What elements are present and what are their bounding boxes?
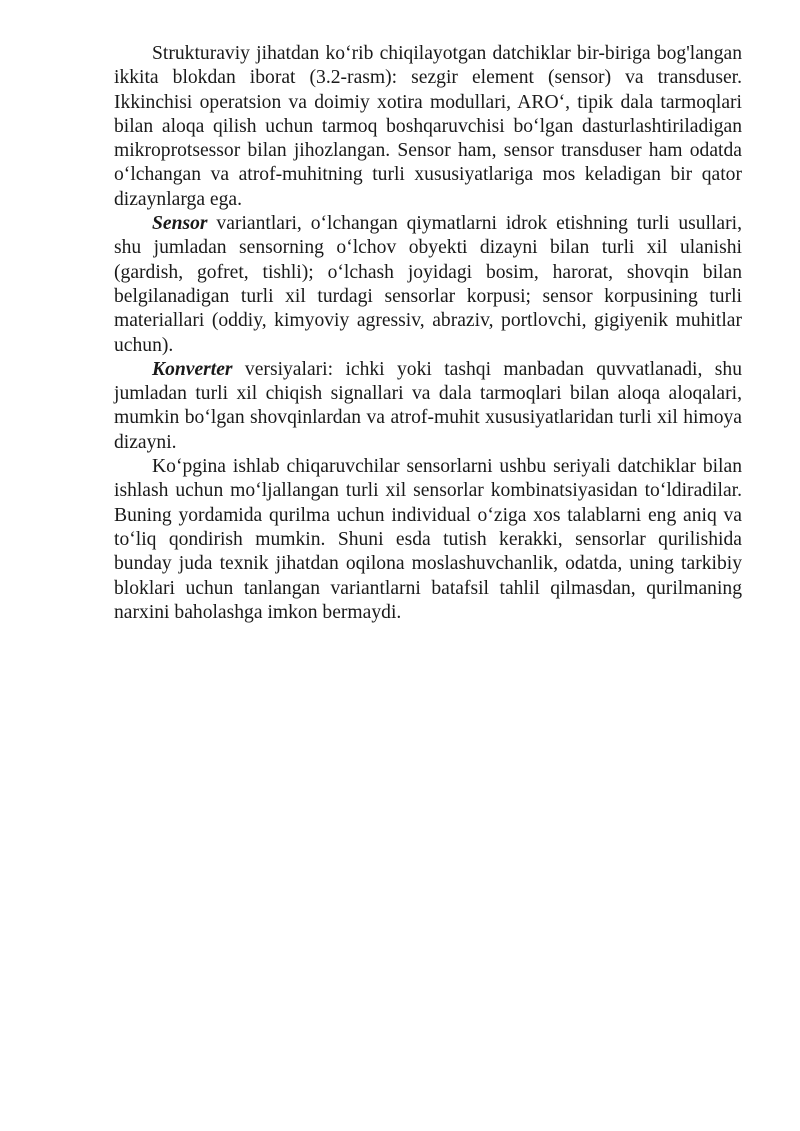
paragraph-converter bbox=[114, 358, 742, 455]
paragraph-manufacturers bbox=[114, 455, 742, 625]
paragraph-text: variantlari, o‘lchangan qiymatlarni idrok etishning turli usullari, shu jumladan sensorning o‘lchov obyekti dizayni bilan turli xil ulanishi (gardish, gofret, tishli); o‘lchash joyidagi bosim, harorat, shovqin bilan belgilanadigan turli xil turdagi sensorlar korpusi; sensor korpusining turli materiallari (oddiy, kimyoviy agressiv, abraziv, portlovchi, gigiyenik muhitlar uchun). bbox=[114, 213, 742, 356]
paragraph-text: versiyalari: ichki yoki tashqi manbadan quvvatlanadi, shu jumladan turli xil chiqish signallari va dala tarmoqlari bilan aloqa aloqalari, mumkin bo‘lgan shovqinlardan va atrof-muhit xususiyatlaridan turli xil himoya dizayni. bbox=[114, 358, 742, 453]
term-converter: Konverter bbox=[152, 358, 233, 380]
paragraph-structure bbox=[114, 42, 742, 212]
paragraph-text: Ko‘pgina ishlab chiqaruvchilar sensorlarni ushbu seriyali datchiklar bilan ishlash uchun mo‘ljallangan turli xil sensorlar kombinatsiyasidan to‘ldiradilar. Buning yordamida qurilma uchun individual o‘ziga xos talablarni eng aniq va to‘liq qondirish mumkin. Shuni esda tutish kerakki, sensorlar qurilishida bunday juda texnik jihatdan oqilona moslashuvchanlik, odatda, uning tarkibiy bloklari uchun tanlangan variantlarni batafsil tahlil qilmasdan, qurilmaning narxini baholashga imkon bermaydi. bbox=[114, 456, 742, 623]
document-page bbox=[114, 42, 742, 625]
term-sensor: Sensor bbox=[152, 213, 208, 235]
paragraph-text: Strukturaviy jihatdan ko‘rib chiqilayotgan datchiklar bir-biriga bog'langan ikkita blokdan iborat (3.2-rasm): sezgir element (sensor) va transduser. Ikkinchisi operatsion va doimiy xotira modullari, ARO‘, tipik dala tarmoqlari bilan aloqa qilish uchun tarmoq boshqaruvchisi bo‘lgan dasturlashtiriladigan mikroprotsessor bilan jihozlangan. Sensor ham, sensor transduser ham odatda o‘lchangan va atrof-muhitning turli xususiyatlariga mos keladigan bir qator dizaynlarga ega. bbox=[114, 43, 742, 210]
paragraph-sensor bbox=[114, 212, 742, 358]
